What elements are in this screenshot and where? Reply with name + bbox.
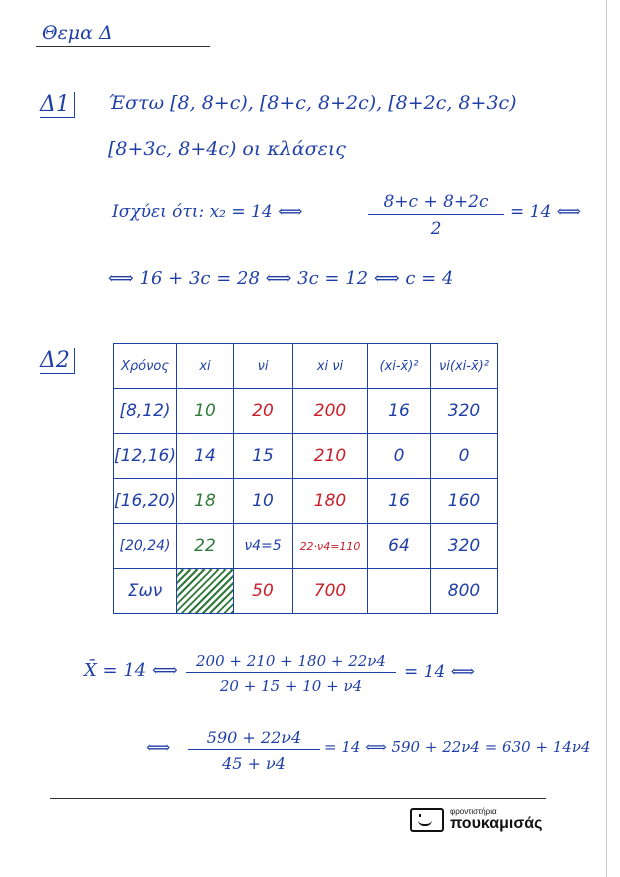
table-cell: [16,20) <box>114 479 177 524</box>
eq2-prefix: ⟺ <box>146 738 171 758</box>
eq1-prefix: X̄ = 14 ⟺ <box>84 660 178 681</box>
header-cell: xi <box>177 344 234 389</box>
d1-condition-suffix: = 14 ⟺ <box>510 202 582 222</box>
eq2-suffix: = 14 ⟺ 590 + 22ν4 = 630 + 14ν4 <box>324 738 591 756</box>
d1-solution-line: ⟺ 16 + 3c = 28 ⟺ 3c = 12 ⟺ c = 4 <box>108 268 454 289</box>
d2-label: Δ2 <box>40 348 75 374</box>
table-cell: 320 <box>431 524 498 569</box>
table-cell: 0 <box>431 434 498 479</box>
smile-icon <box>410 808 444 832</box>
table-cell: 22 <box>177 524 234 569</box>
page-margin-line <box>606 0 607 877</box>
brand-text <box>450 808 542 832</box>
eq1-suffix: = 14 ⟺ <box>404 662 476 682</box>
table-cell: 50 <box>234 569 293 614</box>
table-cell: [20,24) <box>114 524 177 569</box>
d1-intervals-line1: Έστω [8, 8+c), [8+c, 8+2c), [8+2c, 8+3c) <box>108 92 517 114</box>
table-cell: 20 <box>234 389 293 434</box>
table-row <box>114 479 498 524</box>
d1-intervals-line2: [8+3c, 8+4c) οι κλάσεις <box>108 138 346 160</box>
table-cell: 320 <box>431 389 498 434</box>
table-cell: 18 <box>177 479 234 524</box>
eq1-fraction <box>186 652 396 695</box>
brand-small-text: φροντιστήρια <box>450 807 497 816</box>
table-cell: [8,12) <box>114 389 177 434</box>
table-cell: 10 <box>234 479 293 524</box>
table-header-row <box>114 344 498 389</box>
eq2-denominator: 45 + ν4 <box>222 754 286 773</box>
hatched-cell <box>177 569 234 614</box>
title-underline <box>36 46 210 47</box>
table-cell: [12,16) <box>114 434 177 479</box>
d1-fraction <box>368 192 504 239</box>
frequency-table <box>113 343 498 614</box>
table-cell: 180 <box>293 479 368 524</box>
table-cell: 160 <box>431 479 498 524</box>
d1-fraction-denominator: 2 <box>430 219 442 239</box>
page-title: Θεμα Δ <box>42 22 113 44</box>
brand-logo <box>410 808 542 832</box>
header-cell: νi <box>234 344 293 389</box>
table-cell: 210 <box>293 434 368 479</box>
header-cell: (xi-x̄)² <box>368 344 431 389</box>
table-cell: 700 <box>293 569 368 614</box>
header-cell: Χρόνος <box>114 344 177 389</box>
brand-name: πουκαμισάς <box>450 815 543 832</box>
table-row <box>114 434 498 479</box>
eq2-fraction <box>188 728 320 773</box>
header-cell: νi(xi-x̄)² <box>431 344 498 389</box>
eq1-denominator: 20 + 15 + 10 + ν4 <box>219 677 363 695</box>
header-cell: xi νi <box>293 344 368 389</box>
eq2-numerator: 590 + 22ν4 <box>188 728 320 750</box>
table-cell: 16 <box>368 479 431 524</box>
table-cell: 10 <box>177 389 234 434</box>
table-cell: 0 <box>368 434 431 479</box>
table-row <box>114 389 498 434</box>
table-row <box>114 524 498 569</box>
table-cell: 14 <box>177 434 234 479</box>
table-cell: 64 <box>368 524 431 569</box>
table-cell <box>368 569 431 614</box>
table-cell: 15 <box>234 434 293 479</box>
footer-rule <box>50 798 546 799</box>
d1-label: Δ1 <box>40 92 75 118</box>
eq1-numerator: 200 + 210 + 180 + 22ν4 <box>186 652 396 673</box>
table-cell: 800 <box>431 569 498 614</box>
d1-condition-prefix: Ισχύει ότι: x₂ = 14 ⟺ <box>112 202 303 222</box>
table-cell: 22·ν4=110 <box>293 524 368 569</box>
table-cell: Σων <box>114 569 177 614</box>
table-sum-row <box>114 569 498 614</box>
table-cell: 16 <box>368 389 431 434</box>
table-cell: ν4=5 <box>234 524 293 569</box>
table-cell: 200 <box>293 389 368 434</box>
d1-fraction-numerator: 8+c + 8+2c <box>368 192 504 215</box>
